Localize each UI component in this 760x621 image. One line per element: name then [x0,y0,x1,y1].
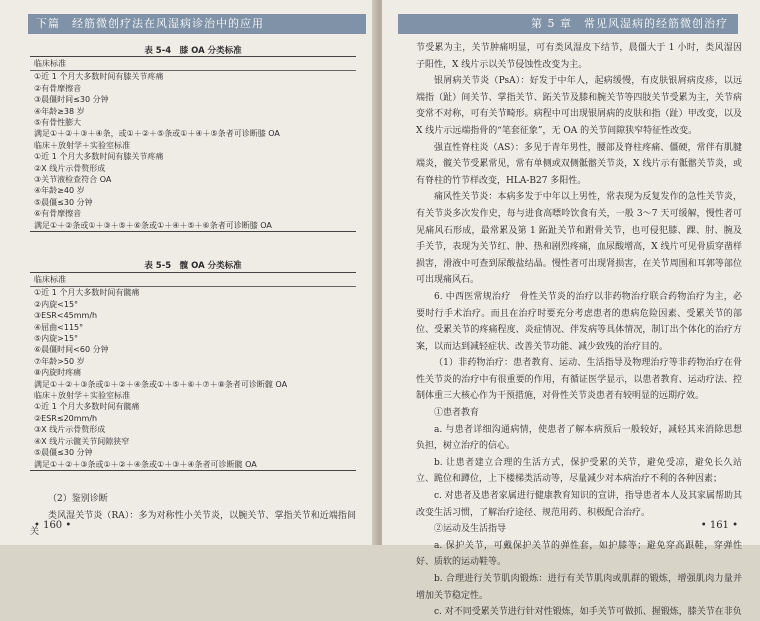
page-number-right: • 161 • [700,520,738,531]
table-row: 满足①＋②＋③＋④条，或①＋②＋⑤条或①＋④＋⑤条者可诊断膝 OA [34,129,280,139]
table-row: ⑤晨僵≤30 分钟 [34,448,93,458]
right-body-text [416,40,742,621]
table-5-5-head: 临床标准 [30,273,356,287]
body-paragraph: b. 让患者建立合理的生活方式，保护受累的关节，避免受凉，避免长久站立、跪位和蹲位，上下楼梯类活动等，尽量减少对本病治疗不利的各种因素； [416,457,742,485]
body-paragraph: 类风湿关节炎（RA）：多为对称性小关节炎，以腕关节、掌指关节和近端指间关 [30,510,356,538]
left-body-text [30,491,356,541]
body-paragraph: 痛风性关节炎：本病多发于中年以上男性，常表现为反复发作的急性关节炎，有关节炎多次发作史，每与进食高嘌呤饮食有关，一般 3～7 天可缓解，慢性者可见痛风石形成，最常累及第 1 跖趾关节和跗骨关节，也可侵犯膝、踝、肘、腕及手关节，表现为关节红、肿、热和剧烈疼痛，血尿酸增高，X 线片可见骨质穿凿样损害，滑液中可查到尿酸盐结晶。慢性者可出现肾损害，在关节周围和耳郭等部位可出现痛风石。 [416,192,742,286]
body-paragraph: ①患者教育 [434,408,480,419]
section-heading: （2）鉴别诊断 [48,494,108,504]
body-paragraph: 银屑病关节炎（PsA）：好发于中年人，起病缓慢，有皮肤银屑病皮疹，以远端指（趾）间关节、掌指关节、跖关节及膝和腕关节等四肢关节受累为主，关节病变常不对称，可有关节畸形。病程中可出现银屑病的皮肤和指（趾）甲改变，以及 X 线片示远端指骨的“笔套征象”，无 OA 的关节间隙狭窄特征性改变。 [416,76,742,136]
table-row: ④年龄≥38 岁 [34,106,85,116]
right-page [382,0,760,618]
table-row: ③关节液检查符合 OA [34,175,112,185]
body-paragraph: a. 与患者详细沟通病情，使患者了解本病预后一般较好，减轻其来消除思想负担，树立治疗的信心。 [416,424,742,452]
table-row: ④屈曲<115° [34,322,84,332]
table-row: ①近 1 个月大多数时间有膝关节疼痛 [34,152,164,162]
right-header-text: 第 5 章 常见风湿病的经筋微创治疗 [531,17,728,30]
table-5-4 [30,56,356,232]
table-row: ⑥有骨摩擦音 [34,209,82,219]
left-page [0,0,378,545]
body-paragraph: a. 保护关节，可戴保护关节的弹性套，如护膝等；避免穿高跟鞋，穿弹性好、质软的运动鞋等。 [416,540,742,568]
table-row: ④X 线片示髋关节间隙狭窄 [34,436,130,446]
table-row: ②内旋<15° [34,299,79,309]
table-row: ⑧内旋时疼痛 [34,368,82,378]
table-row: ⑤内旋>15° [34,334,79,344]
table-5-4-head: 临床标准 [30,57,356,71]
table-row: 满足①＋②＋③条或①＋②＋④条或①＋③＋④条者可诊断髋 OA [34,459,257,469]
table-row: ③X 线片示骨赘形成 [34,425,106,435]
table-row: ③ESR<45mm/h [34,311,98,321]
table-5-5 [30,272,356,471]
table-row: ①近 1 个月大多数时间有膝关节疼痛 [34,72,164,82]
body-paragraph: 强直性脊柱炎（AS）：多见于青年男性，腰部及脊柱疼痛、僵硬，常伴有肌腱端炎，髋关节受累常见，常有单侧或双侧骶髂关节炎，X 线片示有骶髂关节炎，或有脊柱的竹节样改变，HLA-B27 多阳性。 [416,142,742,186]
body-paragraph: c. 对不同受累关节进行针对性锻炼，如手关节可做抓、握锻炼，膝关节在非负 [434,607,742,618]
right-running-header [398,14,738,34]
table-row: ⑥晨僵时间<60 分钟 [34,345,109,355]
page-number-left: • 160 • [34,520,72,531]
left-running-header: 下篇 经筋微创疗法在风湿病诊治中的应用 [28,14,366,34]
body-paragraph: 节受累为主，关节肿痛明显，可有类风湿皮下结节，晨僵大于 1 小时，类风湿因子阳性，X 线片示以关节侵蚀性改变为主。 [416,43,742,70]
table-row: ④年龄≥40 岁 [34,186,85,196]
table-row: ①近 1 个月大多数时间有髋痛 [34,402,140,412]
table-row: 满足①＋②条或①＋③＋⑤＋⑥条或①＋④＋⑤＋⑥条者可诊断膝 OA [34,220,272,230]
table-5-5-title: 表 5-5 髋 OA 分类标准 [144,261,242,271]
table-row: ⑤有骨性膨大 [34,118,82,128]
table-row: ①近 1 个月大多数时间有髋痛 [34,288,140,298]
table-row: 满足①＋②＋③条或①＋②＋④条或①＋⑤＋⑥＋⑦＋⑧条者可诊断髋 OA [34,379,288,389]
table-row: ③晨僵时间≤30 分钟 [34,95,109,105]
body-paragraph: 6. 中西医常规治疗 骨性关节炎的治疗以非药物治疗联合药物治疗为主，必要时行手术治疗。而且在治疗时要充分考虑患者的患病危险因素、受累关节的部位、受累关节的疼痛程度、炎症情况、伴发病等具体情况，制订出个体化的治疗方案，以而达到减轻症状、改善关节功能、减少致残的治疗目的。 [416,291,742,352]
body-paragraph: c. 对患者及患者家属进行健康教育知识的宣讲，指导患者本人及其家属帮助其改变生活习惯，了解治疗途径、规范用药、积极配合治疗。 [416,491,742,518]
table-row: ⑤晨僵≤30 分钟 [34,197,93,207]
body-paragraph: ②运动及生活指导 [434,524,507,535]
table-row: ②X 线片示骨赘形成 [34,163,106,173]
table-5-4-title: 表 5-4 膝 OA 分类标准 [144,46,242,56]
table-row: ⑦年龄>50 岁 [34,356,85,366]
table-row: 临床＋放射学＋实验室标准 [34,391,130,401]
table-row: 临床＋放射学＋实验室标准 [34,140,130,150]
table-row: ②有骨摩擦音 [34,83,82,93]
body-paragraph: （1）非药物治疗：患者教育、运动、生活指导及物理治疗等非药物治疗在骨性关节炎的治疗中有很重要的作用，有循证医学显示，以患者教育、运动疗法、控制体重三大核心作为干预措施，对骨性关节炎患者有较明显的远期疗效。 [416,358,742,402]
body-paragraph: b. 合理进行关节肌肉锻炼：进行有关节肌肉或肌群的锻炼，增强肌肉力量并增加关节稳定性。 [416,574,742,601]
table-row: ②ESR≤20mm/h [34,413,98,423]
